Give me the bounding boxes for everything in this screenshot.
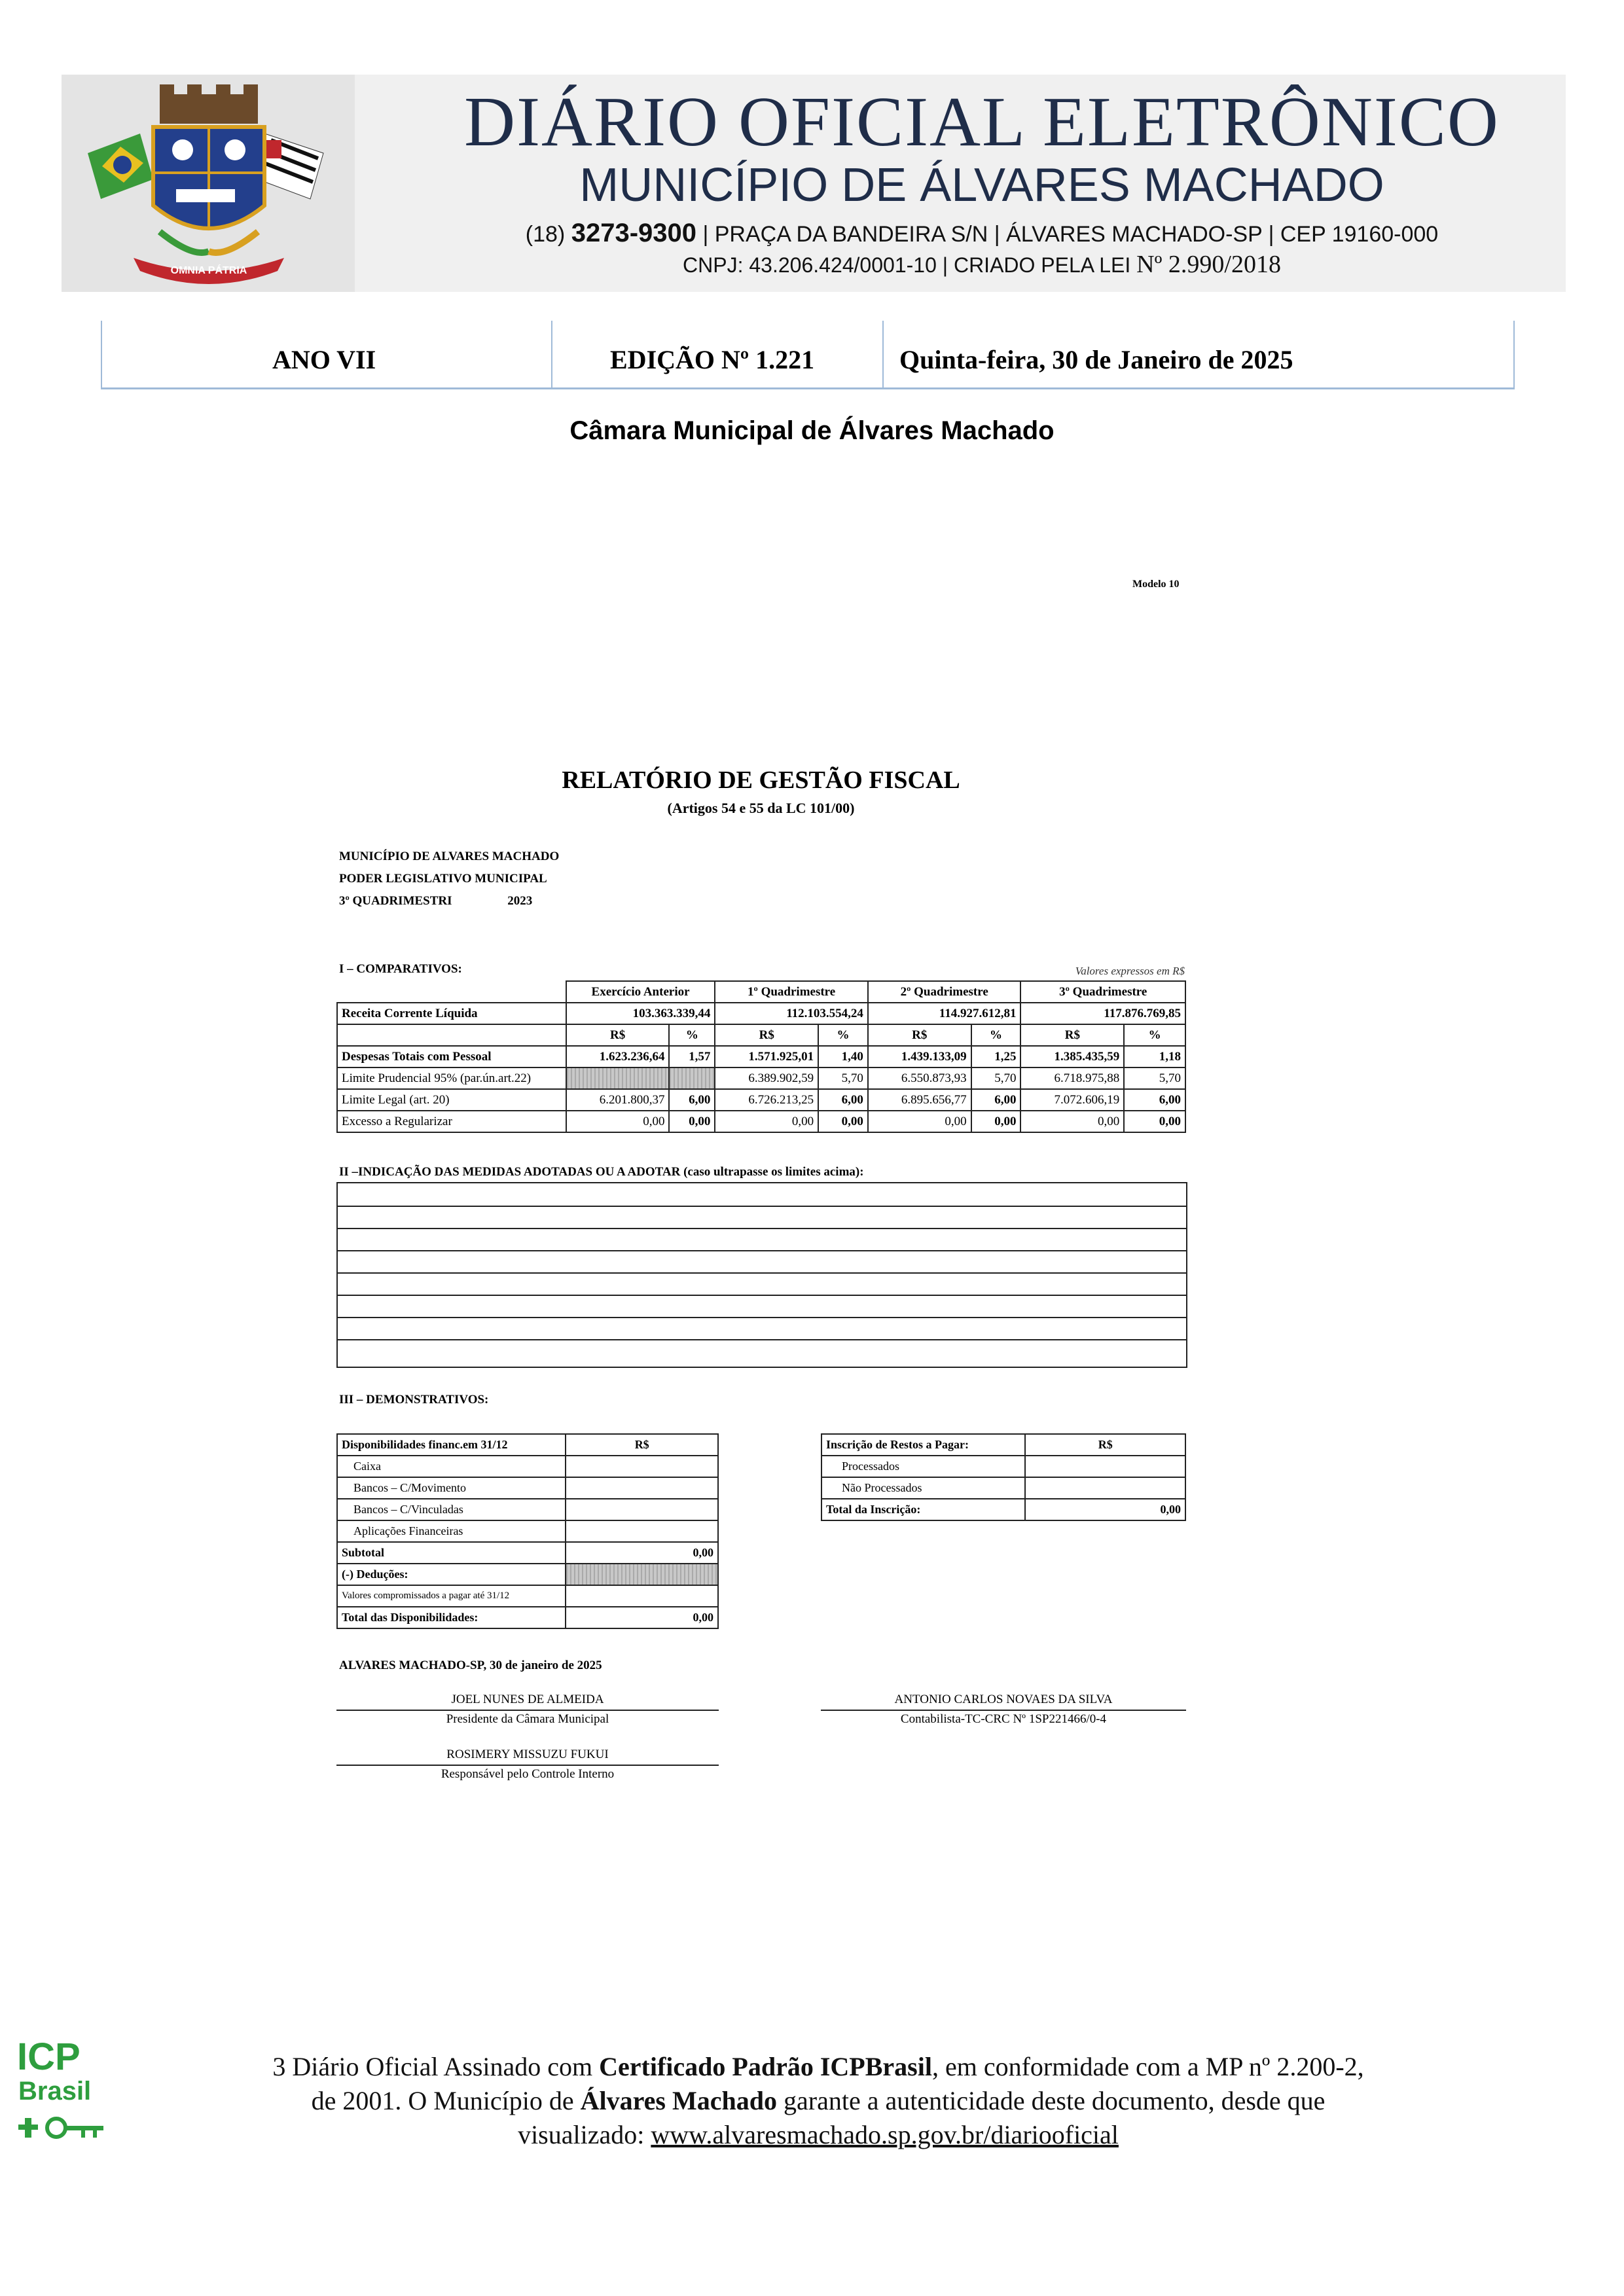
unit-pct: % bbox=[818, 1024, 868, 1046]
table-header-row bbox=[821, 1434, 1185, 1456]
period-header: Exercício Anterior bbox=[566, 981, 715, 1003]
table-cell: 6.550.873,93 bbox=[868, 1067, 971, 1089]
cnpj-text: CNPJ: 43.206.424/0001-10 | CRIADO PELA LEI bbox=[683, 253, 1131, 277]
disp-header: Disponibilidades financ.em 31/12 bbox=[337, 1434, 566, 1456]
row-label: Processados bbox=[821, 1456, 1025, 1477]
unit-rs: R$ bbox=[566, 1024, 670, 1046]
table-row bbox=[337, 1499, 718, 1520]
table-row bbox=[337, 1089, 1185, 1111]
disp-unit: R$ bbox=[566, 1434, 718, 1456]
section-title: Câmara Municipal de Álvares Machado bbox=[569, 416, 1055, 445]
table-cell: 1,40 bbox=[818, 1046, 868, 1067]
row-label: Limite Prudencial 95% (par.ún.art.22) bbox=[337, 1067, 566, 1089]
table-cell: 0,00 bbox=[1124, 1111, 1185, 1132]
icp-brasil-logo bbox=[16, 2033, 107, 2151]
table-cell: 0,00 bbox=[566, 1542, 718, 1564]
table-cell: 1,18 bbox=[1124, 1046, 1185, 1067]
table-cell: 1.439.133,09 bbox=[868, 1046, 971, 1067]
shaded-cell bbox=[566, 1564, 718, 1585]
rcl-value: 117.876.769,85 bbox=[1020, 1003, 1185, 1024]
table-cell: 1.623.236,64 bbox=[566, 1046, 670, 1067]
signature-line bbox=[336, 1765, 719, 1766]
svg-text:ICP: ICP bbox=[17, 2036, 81, 2078]
footer-text-part: Diário Oficial Assinado com bbox=[292, 2052, 593, 2081]
unit-rs: R$ bbox=[868, 1024, 971, 1046]
table-row bbox=[337, 1542, 718, 1564]
table-row bbox=[337, 1003, 1185, 1024]
unit-pct: % bbox=[971, 1024, 1021, 1046]
table-cell: 0,00 bbox=[715, 1111, 818, 1132]
footer-text-part: garante a autenticidade deste documento, desde que bbox=[784, 2086, 1326, 2115]
signature-line bbox=[821, 1710, 1186, 1711]
table-row bbox=[337, 1564, 718, 1585]
period-header: 2º Quadrimestre bbox=[868, 981, 1021, 1003]
table-cell: 1.385.435,59 bbox=[1020, 1046, 1124, 1067]
table-row bbox=[337, 1477, 718, 1499]
report-poder: PODER LEGISLATIVO MUNICIPAL bbox=[339, 872, 547, 886]
table-cell: 6.718.975,88 bbox=[1020, 1067, 1124, 1089]
row-label: Não Processados bbox=[821, 1477, 1025, 1499]
row-label: Bancos – C/Vinculadas bbox=[337, 1499, 566, 1520]
ruled-line bbox=[338, 1339, 1186, 1340]
shaded-cell bbox=[566, 1067, 670, 1089]
table-row bbox=[337, 1456, 718, 1477]
signature-role: Presidente da Câmara Municipal bbox=[446, 1712, 609, 1726]
signature-role: Contabilista-TC-CRC Nº 1SP221466/0-4 bbox=[900, 1712, 1107, 1726]
table-row bbox=[821, 1456, 1185, 1477]
page-number: 3 bbox=[272, 2052, 286, 2081]
table-cell: 1.571.925,01 bbox=[715, 1046, 818, 1067]
table-cell: 0,00 bbox=[669, 1111, 715, 1132]
law-number: Nº 2.990/2018 bbox=[1136, 251, 1281, 278]
table-cell: 6,00 bbox=[818, 1089, 868, 1111]
row-label: Limite Legal (art. 20) bbox=[337, 1089, 566, 1111]
rcl-value: 112.103.554,24 bbox=[715, 1003, 868, 1024]
unit-rs: R$ bbox=[715, 1024, 818, 1046]
footer-line-2 bbox=[131, 2084, 1506, 2118]
footer-text bbox=[131, 2050, 1506, 2152]
report-periodo bbox=[339, 894, 532, 908]
table-row bbox=[821, 1477, 1185, 1499]
footer-line-3 bbox=[131, 2118, 1506, 2152]
table-row bbox=[337, 1585, 718, 1607]
crest-area bbox=[62, 75, 355, 292]
table-cell: 7.072.606,19 bbox=[1020, 1089, 1124, 1111]
journal-title: DIÁRIO OFICIAL ELETRÔNICO bbox=[464, 83, 1500, 161]
table-cell: 6.895.656,77 bbox=[868, 1089, 971, 1111]
edition-bar bbox=[101, 321, 1515, 389]
phone-number: 3273-9300 bbox=[571, 219, 696, 247]
report-title: RELATÓRIO DE GESTÃO FISCAL bbox=[562, 766, 960, 794]
table-cell: 6,00 bbox=[971, 1089, 1021, 1111]
rcl-value: 103.363.339,44 bbox=[566, 1003, 715, 1024]
footer-text-bold: Álvares Machado bbox=[580, 2086, 777, 2115]
icp-brasil-icon bbox=[16, 2033, 107, 2151]
units-row bbox=[337, 1024, 1185, 1046]
row-label: Excesso a Regularizar bbox=[337, 1111, 566, 1132]
table-header-row bbox=[337, 1434, 718, 1456]
ruled-line bbox=[338, 1317, 1186, 1318]
table-cell: 6.201.800,37 bbox=[566, 1089, 670, 1111]
row-label: Total da Inscrição: bbox=[821, 1499, 1025, 1520]
table-cell: 0,00 bbox=[1025, 1499, 1185, 1520]
table-row bbox=[337, 1046, 1185, 1067]
table-cell: 0,00 bbox=[566, 1111, 670, 1132]
row-label: (-) Deduções: bbox=[337, 1564, 566, 1585]
table-cell: 0,00 bbox=[971, 1111, 1021, 1132]
svg-text:OMNIA PÁTRIA: OMNIA PÁTRIA bbox=[170, 265, 247, 276]
table-header-row bbox=[337, 981, 1185, 1003]
row-label: Valores compromissados a pagar até 31/12 bbox=[337, 1585, 566, 1607]
table-row bbox=[337, 1607, 718, 1628]
table-row bbox=[337, 1111, 1185, 1132]
report-periodo-label: 3º QUADRIMESTRI bbox=[339, 894, 452, 908]
footer-line-1 bbox=[131, 2050, 1506, 2084]
table-row bbox=[337, 1067, 1185, 1089]
phone-prefix: (18) bbox=[525, 222, 566, 247]
ruled-line bbox=[338, 1250, 1186, 1251]
row-label: Despesas Totais com Pessoal bbox=[337, 1046, 566, 1067]
ruled-line bbox=[338, 1206, 1186, 1207]
medidas-title: II –INDICAÇÃO DAS MEDIDAS ADOTADAS OU A ADOTAR (caso ultrapasse os limites acima): bbox=[339, 1165, 864, 1179]
table-cell: 0,00 bbox=[868, 1111, 971, 1132]
unit-pct: % bbox=[669, 1024, 715, 1046]
table-cell: 1,57 bbox=[669, 1046, 715, 1067]
signature-role: Responsável pelo Controle Interno bbox=[441, 1767, 615, 1781]
signature-name: JOEL NUNES DE ALMEIDA bbox=[451, 1693, 604, 1706]
table-cell: 6,00 bbox=[669, 1089, 715, 1111]
row-label: Caixa bbox=[337, 1456, 566, 1477]
row-label: Total das Disponibilidades: bbox=[337, 1607, 566, 1628]
signature-name: ANTONIO CARLOS NOVAES DA SILVA bbox=[894, 1693, 1113, 1706]
unit-rs: R$ bbox=[1020, 1024, 1124, 1046]
ruled-line bbox=[338, 1295, 1186, 1296]
table-cell: 6.389.902,59 bbox=[715, 1067, 818, 1089]
contact-line bbox=[353, 217, 1610, 250]
edition-date: Quinta-feira, 30 de Janeiro de 2025 bbox=[899, 345, 1293, 374]
disponibilidades-table bbox=[336, 1433, 719, 1629]
edition-number: EDIÇÃO Nº 1.221 bbox=[610, 345, 815, 374]
rcl-label: Receita Corrente Líquida bbox=[337, 1003, 566, 1024]
table-cell: 0,00 bbox=[566, 1607, 718, 1628]
values-note: Valores expressos em R$ bbox=[1075, 965, 1185, 977]
row-label: Bancos – C/Movimento bbox=[337, 1477, 566, 1499]
footer-text-part: , em conformidade com a MP nº 2.200-2, bbox=[931, 2052, 1364, 2081]
table-cell: 5,70 bbox=[818, 1067, 868, 1089]
ruled-line bbox=[338, 1272, 1186, 1274]
signature-line bbox=[336, 1710, 719, 1711]
table-cell: 1,25 bbox=[971, 1046, 1021, 1067]
signature-name: ROSIMERY MISSUZU FUKUI bbox=[446, 1748, 609, 1761]
edition-separator bbox=[551, 321, 552, 387]
row-label: Subtotal bbox=[337, 1542, 566, 1564]
table-cell: 5,70 bbox=[1124, 1067, 1185, 1089]
table-cell: 6.726.213,25 bbox=[715, 1089, 818, 1111]
comparativos-table bbox=[336, 980, 1186, 1133]
cnpj-line bbox=[353, 249, 1610, 281]
report-ano: 2023 bbox=[507, 894, 533, 908]
table-cell: 0,00 bbox=[818, 1111, 868, 1132]
report-municipio: MUNICÍPIO DE ALVARES MACHADO bbox=[339, 850, 560, 863]
table-row bbox=[337, 1520, 718, 1542]
modelo-label: Modelo 10 bbox=[1132, 579, 1180, 590]
footer-text-bold: Certificado Padrão ICPBrasil bbox=[599, 2052, 932, 2081]
restos-table bbox=[821, 1433, 1186, 1521]
footer-text-part: de 2001. O Município de bbox=[311, 2086, 574, 2115]
table-cell: 5,70 bbox=[971, 1067, 1021, 1089]
diario-link[interactable]: www.alvaresmachado.sp.gov.br/diariooficial bbox=[651, 2120, 1119, 2149]
address: | PRAÇA DA BANDEIRA S/N | ÁLVARES MACHADO-SP | CEP 19160-000 bbox=[702, 222, 1439, 247]
svg-text:Brasil: Brasil bbox=[18, 2077, 92, 2106]
shaded-cell bbox=[669, 1067, 715, 1089]
table-cell: 0,00 bbox=[1020, 1111, 1124, 1132]
footer-text-part: visualizado: bbox=[518, 2120, 645, 2149]
rcl-value: 114.927.612,81 bbox=[868, 1003, 1021, 1024]
restos-header: Inscrição de Restos a Pagar: bbox=[821, 1434, 1025, 1456]
municipal-crest-icon bbox=[62, 75, 355, 292]
period-header: 3º Quadrimestre bbox=[1020, 981, 1185, 1003]
period-header: 1º Quadrimestre bbox=[715, 981, 868, 1003]
ruled-line bbox=[338, 1228, 1186, 1229]
edition-year: ANO VII bbox=[272, 345, 376, 374]
medidas-box bbox=[336, 1182, 1187, 1368]
table-row bbox=[821, 1499, 1185, 1520]
edition-separator bbox=[882, 321, 884, 387]
restos-unit: R$ bbox=[1025, 1434, 1185, 1456]
demonstrativos-title: III – DEMONSTRATIVOS: bbox=[339, 1393, 489, 1407]
unit-pct: % bbox=[1124, 1024, 1185, 1046]
row-label: Aplicações Financeiras bbox=[337, 1520, 566, 1542]
table-cell: 6,00 bbox=[1124, 1089, 1185, 1111]
report-subtitle: (Artigos 54 e 55 da LC 101/00) bbox=[667, 800, 855, 816]
comparativos-title: I – COMPARATIVOS: bbox=[339, 962, 462, 976]
local-data: ALVARES MACHADO-SP, 30 de janeiro de 2025 bbox=[339, 1659, 602, 1672]
municipality-subtitle: MUNICÍPIO DE ÁLVARES MACHADO bbox=[579, 159, 1384, 211]
